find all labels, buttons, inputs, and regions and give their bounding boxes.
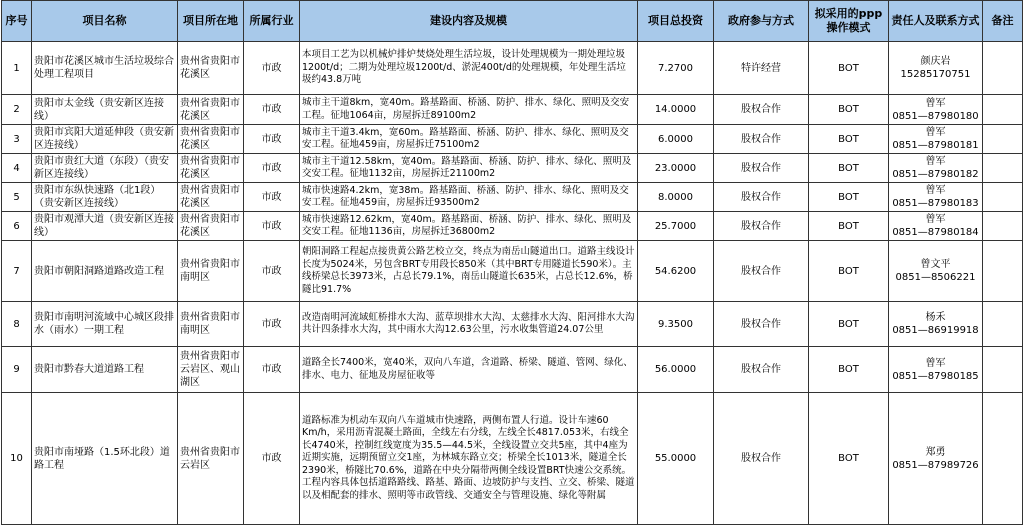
cell-investment: 8.0000 bbox=[638, 183, 714, 212]
cell-remark bbox=[983, 393, 1023, 525]
cell-location: 贵州省贵阳市花溪区 bbox=[178, 42, 244, 95]
cell-location: 贵州省贵阳市花溪区 bbox=[178, 183, 244, 212]
cell-name: 贵阳市朝阳洞路道路改造工程 bbox=[32, 241, 178, 302]
contact-name: 曾军 bbox=[925, 357, 946, 369]
contact-phone: 0851—87980180 bbox=[892, 110, 979, 122]
cell-contact bbox=[889, 154, 983, 183]
contact-name: 颜庆岩 bbox=[920, 56, 951, 67]
contact-phone: 0851—87989726 bbox=[892, 459, 979, 471]
table-body bbox=[2, 42, 1023, 525]
contact-name: 曾军 bbox=[925, 156, 946, 167]
contact-phone: 0851—87980183 bbox=[892, 198, 979, 209]
cell-remark bbox=[983, 347, 1023, 393]
cell-location: 贵州省贵阳市花溪区 bbox=[178, 95, 244, 125]
cell-ppp-mode: BOT bbox=[809, 95, 889, 125]
cell-ppp-mode: BOT bbox=[809, 241, 889, 302]
cell-contact bbox=[889, 95, 983, 125]
table-row bbox=[2, 241, 1023, 302]
cell-location: 贵州省贵阳市南明区 bbox=[178, 241, 244, 302]
cell-location: 贵州省贵阳市云岩区 bbox=[178, 393, 244, 525]
contact-name: 曾军 bbox=[925, 185, 946, 196]
cell-name: 贵阳市南明河流域中心城区段排水（雨水）一期工程 bbox=[32, 302, 178, 347]
contact-name: 曾军 bbox=[925, 127, 946, 138]
cell-no: 8 bbox=[2, 302, 32, 347]
cell-gov-mode: 股权合作 bbox=[714, 95, 809, 125]
cell-no: 4 bbox=[2, 154, 32, 183]
cell-no: 2 bbox=[2, 95, 32, 125]
cell-content: 朝阳洞路工程起点接贵黄公路艺校立交，终点为南岳山隧道出口。道路主线设计长度为5024米，另包含BRT专用段长850米（其中BRT专用隧道长590米）。主线桥梁总长3973米，占总长79.1%，南岳山隧道长635米，占总长12.6%，桥隧比91.7% bbox=[300, 241, 638, 302]
cell-investment: 23.0000 bbox=[638, 154, 714, 183]
cell-content: 城市快速路4.2km，宽38m。路基路面、桥涵、防护、排水、绿化、照明及交安工程。征地459亩，房屋拆迁93500m2 bbox=[300, 183, 638, 212]
cell-no: 10 bbox=[2, 393, 32, 525]
cell-contact bbox=[889, 125, 983, 154]
cell-ppp-mode: BOT bbox=[809, 183, 889, 212]
cell-industry: 市政 bbox=[244, 212, 300, 241]
cell-investment: 9.3500 bbox=[638, 302, 714, 347]
cell-content: 改造南明河流域虹桥排水大沟、蓝草坝排水大沟、太慈排水大沟、阳河排水大沟共计四条排水大沟，其中雨水大沟12.63公里，污水收集管道24.07公里 bbox=[300, 302, 638, 347]
cell-gov-mode: 股权合作 bbox=[714, 183, 809, 212]
cell-content: 道路全长7400米，宽40米，双向八车道，含道路、桥梁、隧道、管网、绿化、排水、电力、征地及房屋征收等 bbox=[300, 347, 638, 393]
contact-phone: 0851—87980182 bbox=[892, 169, 979, 180]
cell-ppp-mode: BOT bbox=[809, 154, 889, 183]
cell-remark bbox=[983, 95, 1023, 125]
cell-gov-mode: 股权合作 bbox=[714, 212, 809, 241]
header-gov-mode: 政府参与方式 bbox=[714, 1, 809, 42]
cell-name: 贵阳市观潭大道（贵安新区连接线） bbox=[32, 212, 178, 241]
cell-location: 贵州省贵阳市花溪区 bbox=[178, 154, 244, 183]
cell-location: 贵州省贵阳市云岩区、观山湖区 bbox=[178, 347, 244, 393]
cell-name: 贵阳市花溪区城市生活垃圾综合处理工程项目 bbox=[32, 42, 178, 95]
cell-content: 城市主干道8km，宽40m。路基路面、桥涵、防护、排水、绿化、照明及交安工程。征地1064亩，房屋拆迁89100m2 bbox=[300, 95, 638, 125]
cell-investment: 25.7000 bbox=[638, 212, 714, 241]
cell-gov-mode: 股权合作 bbox=[714, 154, 809, 183]
cell-remark bbox=[983, 212, 1023, 241]
cell-investment: 14.0000 bbox=[638, 95, 714, 125]
cell-investment: 7.2700 bbox=[638, 42, 714, 95]
contact-phone: 0851—8506221 bbox=[895, 272, 976, 283]
cell-content: 城市主干道3.4km，宽60m。路基路面、桥涵、防护、排水、绿化、照明及交安工程。征地459亩，房屋拆迁75100m2 bbox=[300, 125, 638, 154]
cell-industry: 市政 bbox=[244, 183, 300, 212]
cell-industry: 市政 bbox=[244, 95, 300, 125]
table-row bbox=[2, 393, 1023, 525]
cell-name: 贵阳市贵红大道（东段）（贵安新区连接线） bbox=[32, 154, 178, 183]
cell-no: 6 bbox=[2, 212, 32, 241]
cell-location: 贵州省贵阳市花溪区 bbox=[178, 212, 244, 241]
cell-location: 贵州省贵阳市南明区 bbox=[178, 302, 244, 347]
cell-name: 贵阳市南垭路（1.5环北段）道路工程 bbox=[32, 393, 178, 525]
cell-content: 本项目工艺为以机械炉排炉焚烧处理生活垃圾，设计处理规模为一期处理垃圾1200t/d；二期为处理垃圾1200t/d、淤泥400t/d的处理规模，年处理生活垃圾约43.8万吨 bbox=[300, 42, 638, 95]
cell-remark bbox=[983, 183, 1023, 212]
table-row bbox=[2, 183, 1023, 212]
header-remark: 备注 bbox=[983, 1, 1023, 42]
cell-content: 城市主干道12.58km，宽40m。路基路面、桥涵、防护、排水、绿化、照明及交安工程。征地1132亩，房屋拆迁21100m2 bbox=[300, 154, 638, 183]
cell-gov-mode: 特许经营 bbox=[714, 42, 809, 95]
cell-gov-mode: 股权合作 bbox=[714, 302, 809, 347]
cell-industry: 市政 bbox=[244, 347, 300, 393]
table-row bbox=[2, 95, 1023, 125]
cell-content: 道路标准为机动车双向八车道城市快速路，两侧布置人行道。设计车速60 Km/h，采用沥青混凝土路面，全线左右分线，左线全长4817.053米，右线全长4740米，控制红线宽度为35.5—44.5米，全线设置立交共5座，其中4座为近期实施，远期预留立交1座，为林城东路立交；桥梁全长1013米，隧道全长2390米，桥隧比70.6%，道路在中央分隔带两侧全线设置BRT快速公交系统。工程内容具体包括道路路线、路基、路面、边坡防护与支挡、立交、桥梁、隧道以及相配套的排水、照明等市政管线、交通安全与管理设施、绿化等附属 bbox=[300, 393, 638, 525]
cell-remark bbox=[983, 302, 1023, 347]
header-investment: 项目总投资 bbox=[638, 1, 714, 42]
cell-contact bbox=[889, 302, 983, 347]
contact-name: 曾军 bbox=[925, 97, 946, 109]
table-row bbox=[2, 302, 1023, 347]
table-row bbox=[2, 42, 1023, 95]
cell-no: 3 bbox=[2, 125, 32, 154]
cell-gov-mode: 股权合作 bbox=[714, 125, 809, 154]
header-industry: 所属行业 bbox=[244, 1, 300, 42]
table-row bbox=[2, 347, 1023, 393]
cell-industry: 市政 bbox=[244, 302, 300, 347]
contact-phone: 0851—87980185 bbox=[892, 370, 979, 382]
header-contact: 责任人及联系方式 bbox=[889, 1, 983, 42]
cell-contact bbox=[889, 347, 983, 393]
table-row bbox=[2, 212, 1023, 241]
contact-phone: 15285170751 bbox=[900, 69, 971, 80]
cell-ppp-mode: BOT bbox=[809, 302, 889, 347]
cell-contact bbox=[889, 212, 983, 241]
header-no: 序号 bbox=[2, 1, 32, 42]
cell-industry: 市政 bbox=[244, 393, 300, 525]
cell-name: 贵阳市东纵快速路（北1段）（贵安新区连接线） bbox=[32, 183, 178, 212]
table-row bbox=[2, 154, 1023, 183]
cell-no: 5 bbox=[2, 183, 32, 212]
cell-contact bbox=[889, 42, 983, 95]
cell-remark bbox=[983, 241, 1023, 302]
contact-name: 杨禾 bbox=[925, 312, 946, 323]
header-row bbox=[2, 1, 1023, 42]
cell-gov-mode: 股权合作 bbox=[714, 393, 809, 525]
cell-remark bbox=[983, 125, 1023, 154]
cell-investment: 54.6200 bbox=[638, 241, 714, 302]
cell-industry: 市政 bbox=[244, 125, 300, 154]
cell-name: 贵阳市太金线（贵安新区连接线） bbox=[32, 95, 178, 125]
header-ppp-mode: 拟采用的ppp操作模式 bbox=[809, 1, 889, 42]
cell-industry: 市政 bbox=[244, 154, 300, 183]
contact-phone: 0851—87980181 bbox=[892, 140, 979, 151]
cell-ppp-mode: BOT bbox=[809, 347, 889, 393]
cell-name: 贵阳市黔春大道道路工程 bbox=[32, 347, 178, 393]
contact-name: 曾军 bbox=[925, 214, 946, 225]
cell-industry: 市政 bbox=[244, 241, 300, 302]
cell-no: 1 bbox=[2, 42, 32, 95]
cell-industry: 市政 bbox=[244, 42, 300, 95]
contact-phone: 0851—86919918 bbox=[892, 325, 979, 336]
cell-name: 贵阳市宾阳大道延伸段（贵安新区连接线） bbox=[32, 125, 178, 154]
header-content: 建设内容及规模 bbox=[300, 1, 638, 42]
contact-name: 曾文平 bbox=[920, 259, 951, 270]
cell-ppp-mode: BOT bbox=[809, 393, 889, 525]
cell-remark bbox=[983, 154, 1023, 183]
contact-name: 郑勇 bbox=[925, 446, 946, 458]
contact-phone: 0851—87980184 bbox=[892, 227, 979, 238]
cell-content: 城市快速路12.62km，宽40m。路基路面、桥涵、防护、排水、绿化、照明及交安工程。征地1136亩，房屋拆迁36800m2 bbox=[300, 212, 638, 241]
table-row bbox=[2, 125, 1023, 154]
cell-contact bbox=[889, 393, 983, 525]
header-name: 项目名称 bbox=[32, 1, 178, 42]
cell-no: 7 bbox=[2, 241, 32, 302]
cell-ppp-mode: BOT bbox=[809, 125, 889, 154]
cell-no: 9 bbox=[2, 347, 32, 393]
cell-gov-mode: 股权合作 bbox=[714, 347, 809, 393]
cell-investment: 56.0000 bbox=[638, 347, 714, 393]
cell-remark bbox=[983, 42, 1023, 95]
cell-contact bbox=[889, 241, 983, 302]
cell-gov-mode: 股权合作 bbox=[714, 241, 809, 302]
cell-location: 贵州省贵阳市花溪区 bbox=[178, 125, 244, 154]
cell-ppp-mode: BOT bbox=[809, 42, 889, 95]
cell-ppp-mode: BOT bbox=[809, 212, 889, 241]
cell-investment: 6.0000 bbox=[638, 125, 714, 154]
cell-contact bbox=[889, 183, 983, 212]
project-table bbox=[1, 0, 1023, 525]
cell-investment: 55.0000 bbox=[638, 393, 714, 525]
header-location: 项目所在地 bbox=[178, 1, 244, 42]
